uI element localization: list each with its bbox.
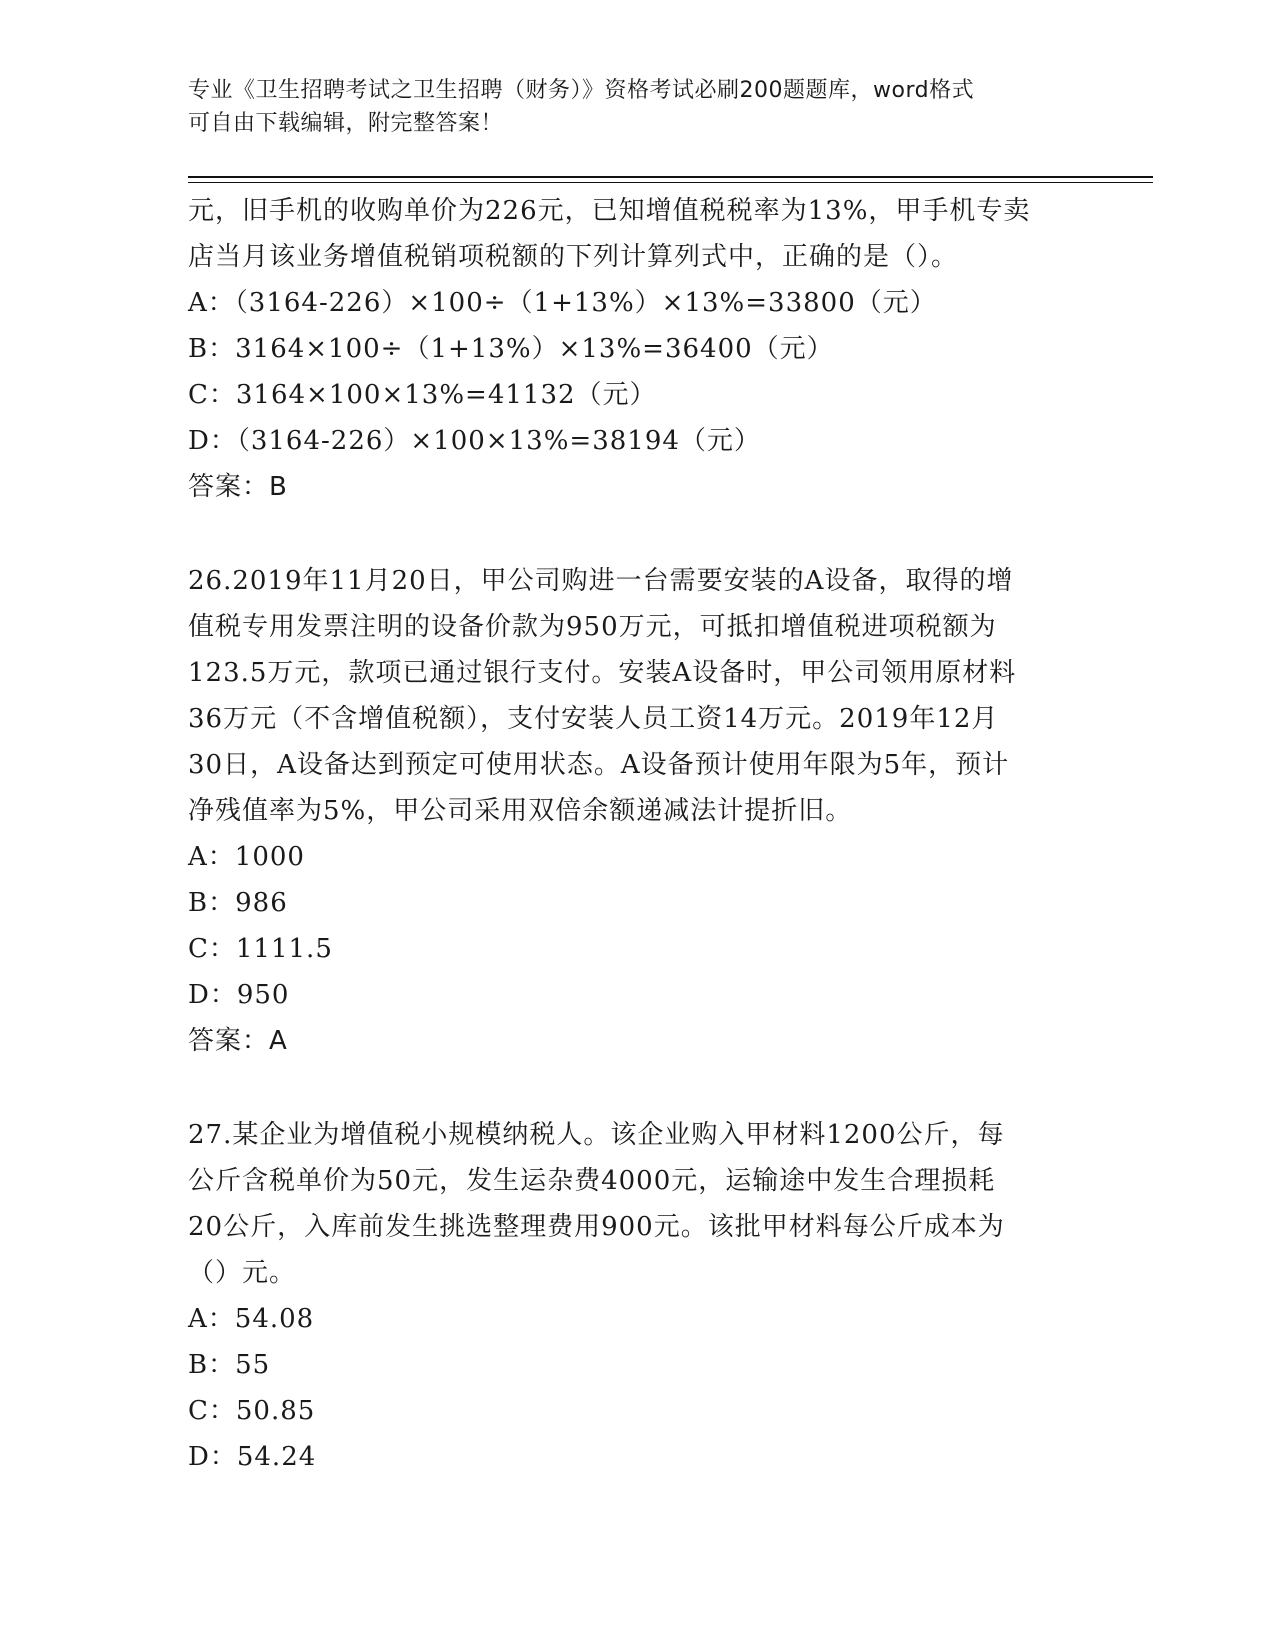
question-25	[188, 188, 1088, 510]
question-25-option-d: D：（3164-226）×100×13%=38194（元）	[188, 426, 761, 456]
question-26-option-b: B：986	[188, 888, 288, 918]
question-27-option-b: B：55	[188, 1350, 271, 1380]
question-26-text-line: 26.2019年11月20日，甲公司购进一台需要安装的A设备，取得的增	[188, 566, 1014, 596]
question-26-text-line: 123.5万元，款项已通过银行支付。安装A设备时，甲公司领用原材料	[188, 658, 1017, 688]
question-27-text-line: 27.某企业为增值税小规模纳税人。该企业购入甲材料1200公斤，每	[188, 1120, 1005, 1150]
question-25-answer: 答案：B	[188, 472, 288, 502]
question-27-option-a: A：54.08	[188, 1304, 315, 1334]
question-27-option-d: D：54.24	[188, 1442, 317, 1472]
header-line-1: 专业《卫生招聘考试之卫生招聘（财务）》资格考试必刷200题题库，word格式	[188, 78, 975, 103]
question-26-option-d: D：950	[188, 980, 290, 1010]
question-25-text-line: 元，旧手机的收购单价为226元，已知增值税税率为13%，甲手机专卖	[188, 196, 1031, 226]
spacer	[188, 510, 1088, 558]
question-25-text-line: 店当月该业务增值税销项税额的下列计算列式中，正确的是（）。	[188, 242, 959, 272]
question-25-option-c: C：3164×100×13%=41132（元）	[188, 380, 657, 410]
question-26-answer: 答案：A	[188, 1026, 288, 1056]
question-26-option-a: A：1000	[188, 842, 305, 872]
question-26-text-line: 净残值率为5%，甲公司采用双倍余额递减法计提折旧。	[188, 796, 853, 826]
question-25-option-a: A：（3164-226）×100÷（1+13%）×13%=33800（元）	[188, 288, 937, 318]
question-26	[188, 558, 1088, 1064]
question-26-text-line: 36万元（不含增值税额），支付安装人员工资14万元。2019年12月	[188, 704, 999, 734]
question-27-text-line: （）元。	[188, 1258, 297, 1288]
question-25-option-b: B：3164×100÷（1+13%）×13%=36400（元）	[188, 334, 834, 364]
question-26-option-c: C：1111.5	[188, 934, 333, 964]
question-27-text-line: 公斤含税单价为50元，发生运杂费4000元，运输途中发生合理损耗	[188, 1166, 996, 1196]
question-26-text-line: 30日，A设备达到预定可使用状态。A设备预计使用年限为5年，预计	[188, 750, 1010, 780]
spacer	[188, 1064, 1088, 1112]
header-rule-thick	[188, 176, 1153, 178]
document-body	[188, 188, 1088, 1480]
header-rule-thin	[188, 182, 1153, 183]
question-27-option-c: C：50.85	[188, 1396, 316, 1426]
question-27	[188, 1112, 1088, 1480]
question-27-text-line: 20公斤，入库前发生挑选整理费用900元。该批甲材料每公斤成本为	[188, 1212, 1005, 1242]
document-header	[188, 74, 1068, 140]
header-line-2: 可自由下载编辑，附完整答案！	[188, 111, 504, 136]
question-26-text-line: 值税专用发票注明的设备价款为950万元，可抵扣增值税进项税额为	[188, 612, 997, 642]
